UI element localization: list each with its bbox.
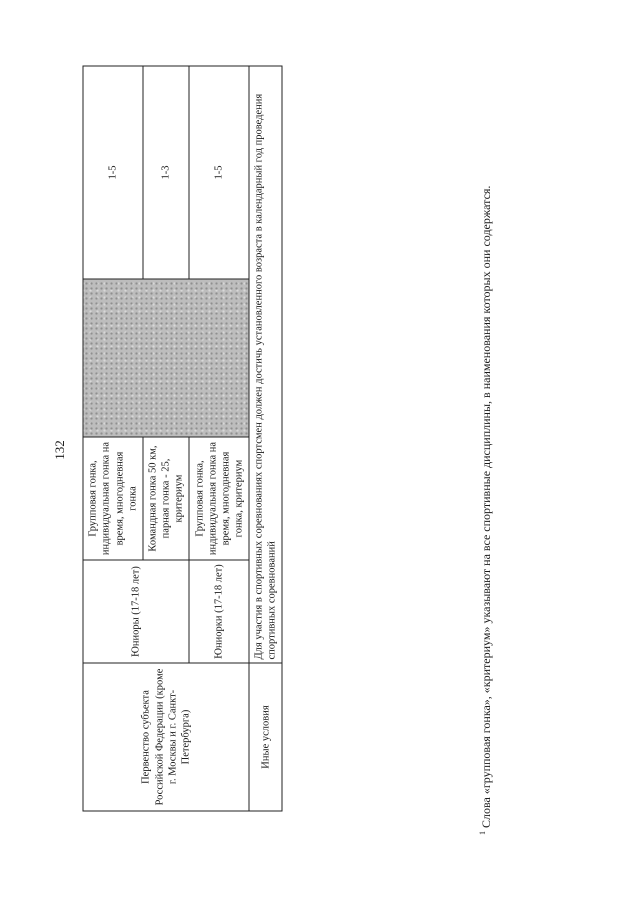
places-cell: 1-3 — [143, 66, 189, 279]
places-cell: 1-5 — [83, 66, 143, 279]
other-conditions-text: Для участия в спортивных соревнованиях спортсмен должен достичь установленного возраста в календарный год проведения спортивных соревнований — [249, 66, 282, 663]
footnote-marker: 1 — [478, 831, 487, 835]
group-cell-junior-women: Юниорки (17-18 лет) — [189, 560, 249, 663]
shaded-cell — [83, 279, 249, 437]
table-row-other-conditions — [249, 66, 282, 811]
footnote-area — [475, 80, 625, 840]
other-conditions-label: Иные условия — [249, 663, 282, 811]
discipline-cell: Групповая гонка, индивидуальная гонка на время, многодневная гонка, критериум — [189, 437, 249, 560]
table-row — [83, 66, 143, 811]
discipline-cell: Групповая гонка, индивидуальная гонка на время, многодневная гонка — [83, 437, 143, 560]
footnote-text: Слова «групповая гонка», «критериум» указывают на все спортивные дисциплины, в наименования которых они содержатся. — [479, 185, 493, 828]
places-cell: 1-5 — [189, 66, 249, 279]
event-cell: Первенство субъекта Российской Федерации (кроме г. Москвы и г. Санкт-Петербурга) — [83, 663, 249, 811]
group-cell-juniors: Юниоры (17-18 лет) — [83, 560, 189, 663]
rotated-table — [83, 67, 283, 812]
discipline-table — [83, 66, 283, 812]
discipline-cell: Командная гонка 50 км, парная гонка - 25, критериум — [143, 437, 189, 560]
footnote — [475, 85, 625, 835]
page-number: 132 — [52, 440, 67, 460]
